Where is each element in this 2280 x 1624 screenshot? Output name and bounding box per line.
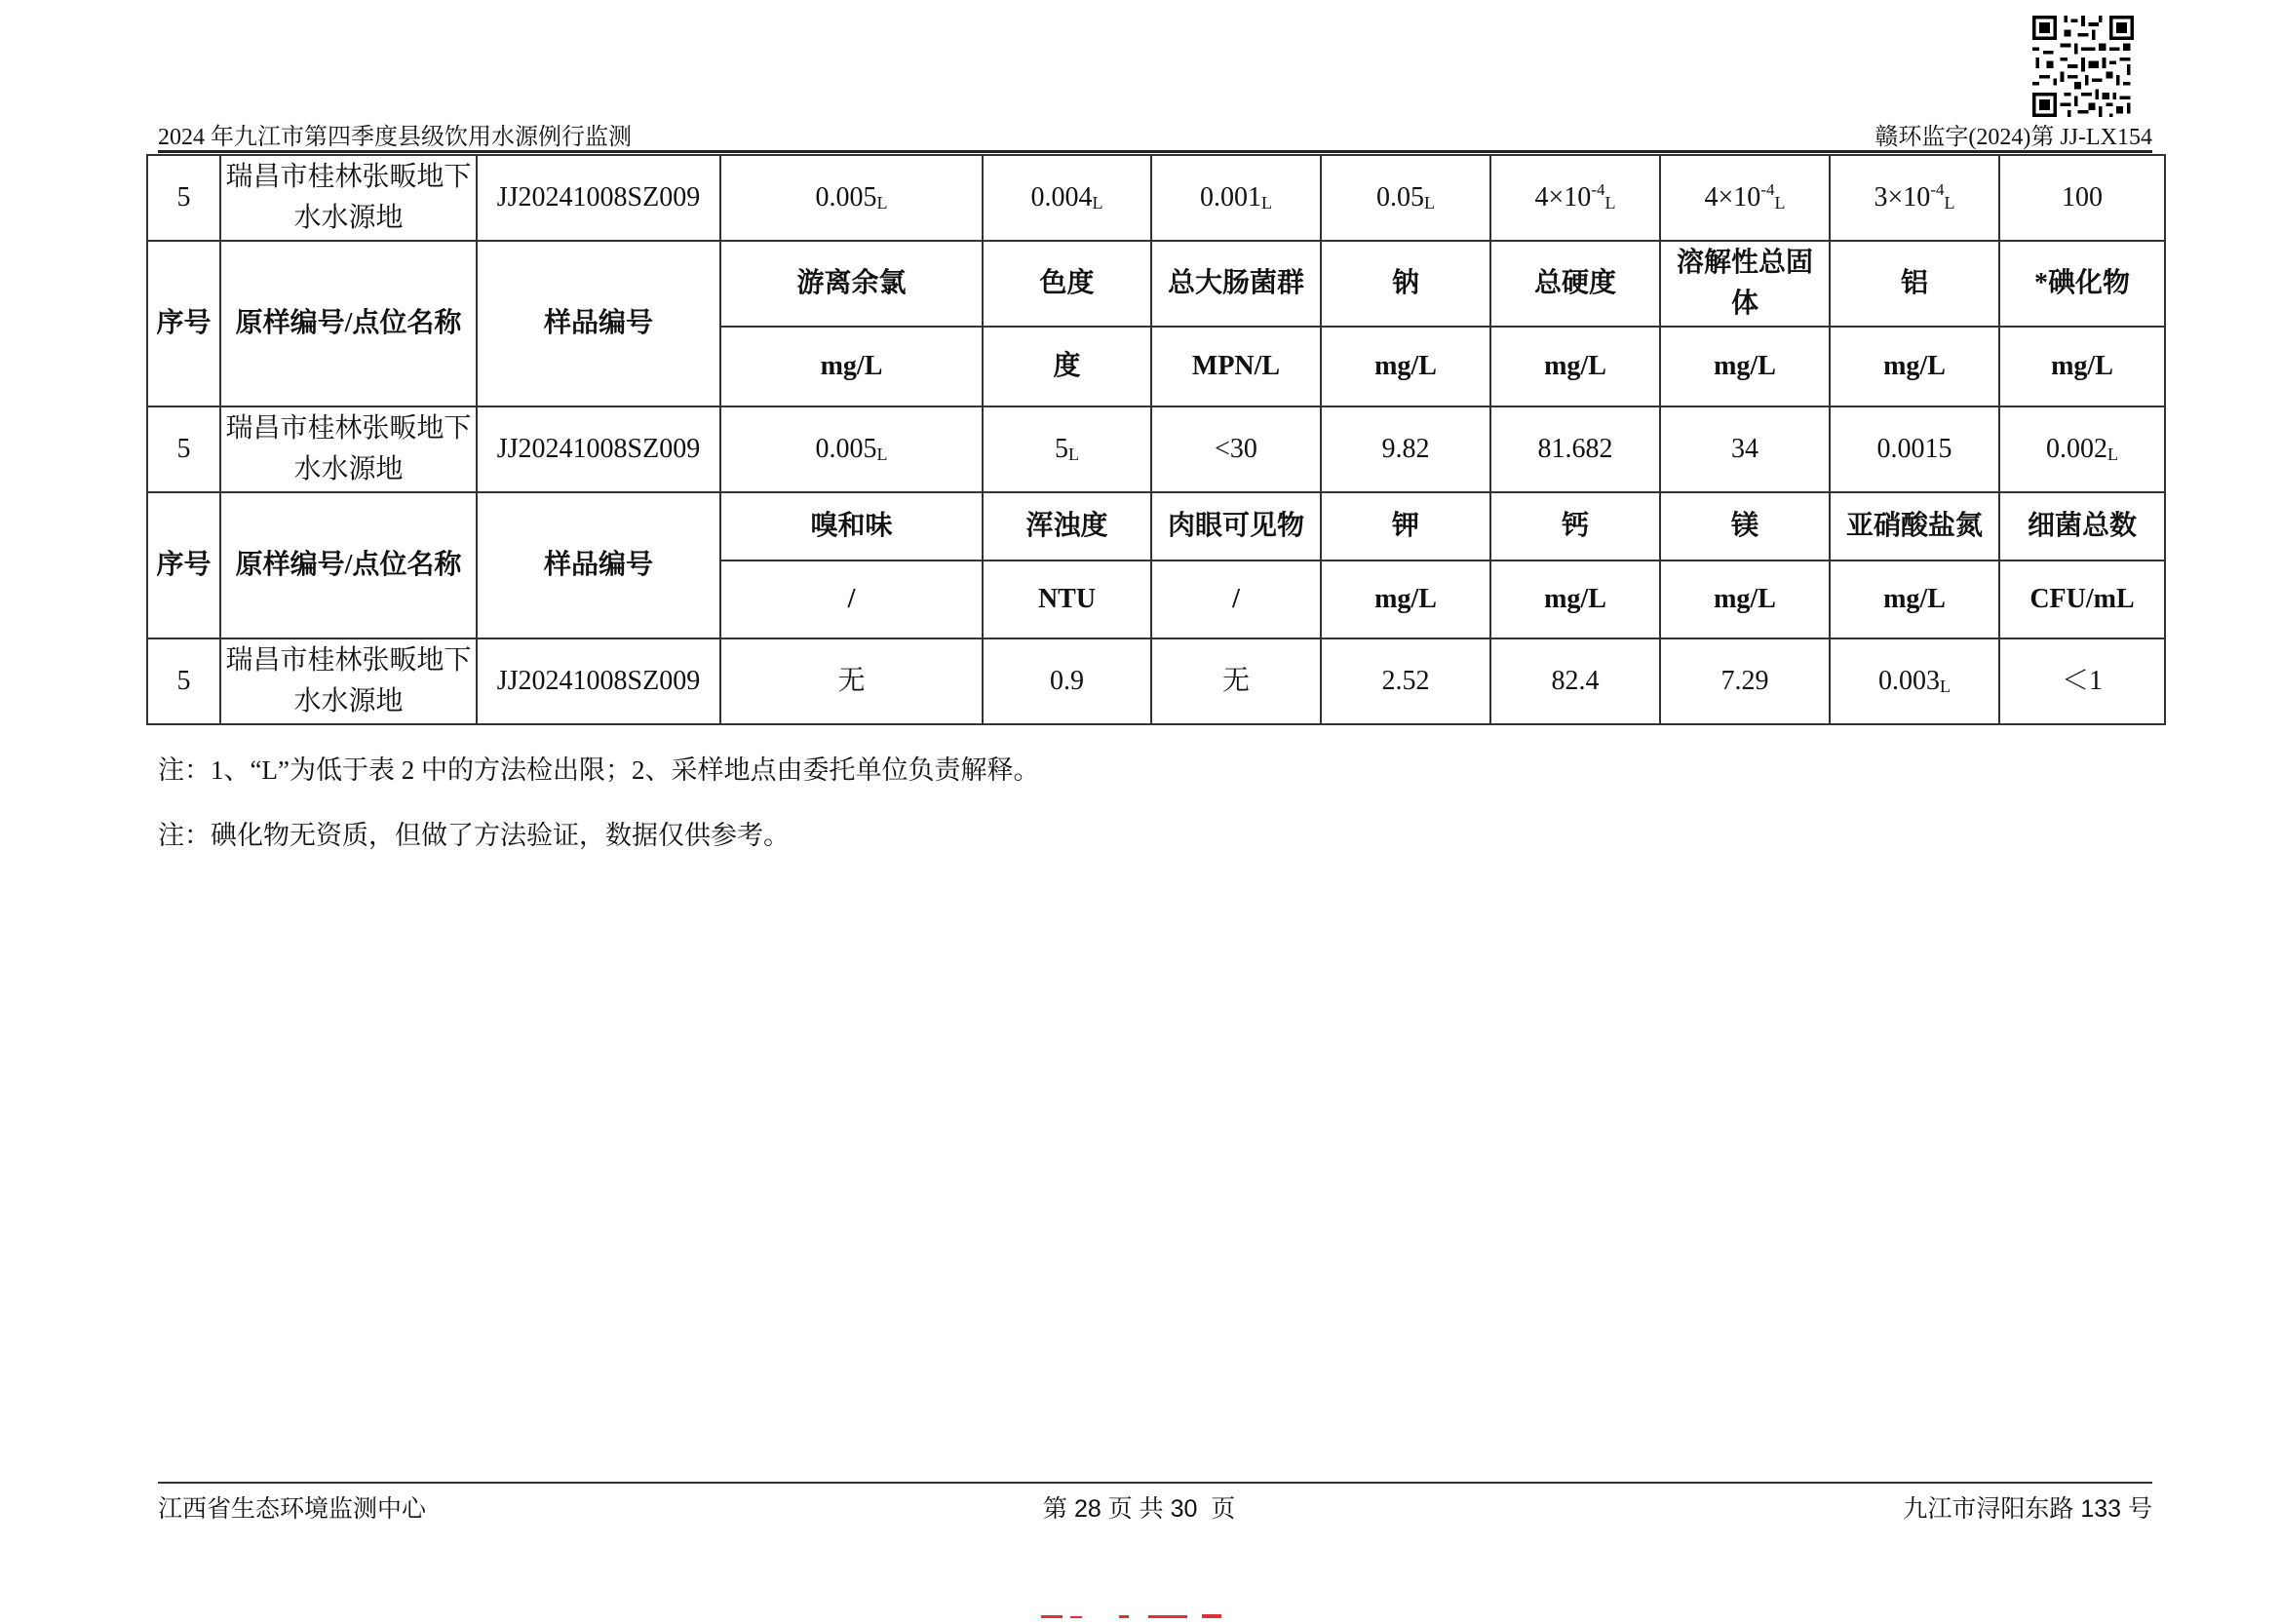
seq-cell: 5	[147, 155, 220, 241]
param-header: 钙	[1490, 492, 1660, 561]
sample-header: 样品编号	[477, 241, 720, 406]
value-cell: 81.682	[1490, 406, 1660, 492]
note-detection-limit: 注：1、“L”为低于表 2 中的方法检出限；2、采样地点由委托单位负责解释。	[158, 755, 1040, 785]
value-cell: $0.004_L$	[983, 155, 1151, 241]
value-cell: 0.9	[983, 638, 1151, 724]
param-header: 亚硝酸盐氮	[1830, 492, 1999, 561]
header-row	[147, 241, 2165, 327]
value-cell: $3\times 10^{-4}_L$	[1830, 155, 1999, 241]
qr-code	[2032, 16, 2134, 117]
unit-cell: mg/L	[1490, 561, 1660, 638]
param-header: 游离余氯	[720, 241, 983, 327]
site-header: 原样编号/点位名称	[220, 492, 477, 638]
report-number: 赣环监字(2024)第 JJ-LX154	[1874, 125, 2152, 150]
param-header: 色度	[983, 241, 1151, 327]
value-cell: ＜1	[1999, 638, 2165, 724]
value-cell: $0.05_L$	[1321, 155, 1490, 241]
note-iodide: 注：碘化物无资质，但做了方法验证，数据仅供参考。	[158, 821, 790, 850]
param-header: 总大肠菌群	[1151, 241, 1321, 327]
param-header: *碘化物	[1999, 241, 2165, 327]
unit-cell: mg/L	[1830, 327, 1999, 406]
value-cell: 100	[1999, 155, 2165, 241]
value-cell: 9.82	[1321, 406, 1490, 492]
unit-cell: MPN/L	[1151, 327, 1321, 406]
unit-cell: 度	[983, 327, 1151, 406]
footer-address: 九江市浔阳东路 133 号	[1903, 1495, 2152, 1523]
seq-cell: 5	[147, 406, 220, 492]
param-header: 总硬度	[1490, 241, 1660, 327]
value-cell: <30	[1151, 406, 1321, 492]
unit-cell: /	[720, 561, 983, 638]
red-stamp-edge	[1041, 1606, 1246, 1612]
sample-id-cell: JJ20241008SZ009	[477, 155, 720, 241]
unit-cell: NTU	[983, 561, 1151, 638]
param-header: 浑浊度	[983, 492, 1151, 561]
unit-cell: /	[1151, 561, 1321, 638]
table-row	[147, 155, 2165, 241]
value-cell: 34	[1660, 406, 1830, 492]
table-row	[147, 638, 2165, 724]
value-cell: $5_L$	[983, 406, 1151, 492]
site-cell: 瑞昌市桂林张畈地下水水源地	[220, 406, 477, 492]
monitoring-table	[146, 154, 2166, 725]
value-cell: 82.4	[1490, 638, 1660, 724]
unit-cell: mg/L	[1660, 561, 1830, 638]
sample-id-cell: JJ20241008SZ009	[477, 406, 720, 492]
value-cell: 7.29	[1660, 638, 1830, 724]
page-number: 第 28 页 共 30 页	[1043, 1495, 1236, 1523]
param-header: 肉眼可见物	[1151, 492, 1321, 561]
seq-header: 序号	[147, 241, 220, 406]
sample-id-cell: JJ20241008SZ009	[477, 638, 720, 724]
report-title: 2024 年九江市第四季度县级饮用水源例行监测	[158, 125, 632, 150]
value-cell: 2.52	[1321, 638, 1490, 724]
unit-cell: mg/L	[1660, 327, 1830, 406]
param-header: 嗅和味	[720, 492, 983, 561]
table-row	[147, 406, 2165, 492]
param-header: 溶解性总固体	[1660, 241, 1830, 327]
site-header: 原样编号/点位名称	[220, 241, 477, 406]
unit-cell: CFU/mL	[1999, 561, 2165, 638]
param-header: 铝	[1830, 241, 1999, 327]
value-cell: $0.005_L$	[720, 406, 983, 492]
site-cell: 瑞昌市桂林张畈地下水水源地	[220, 638, 477, 724]
param-header: 钾	[1321, 492, 1490, 561]
header-row	[147, 492, 2165, 561]
value-cell: $0.001_L$	[1151, 155, 1321, 241]
value-cell: $4\times 10^{-4}_L$	[1660, 155, 1830, 241]
footer-org: 江西省生态环境监测中心	[158, 1495, 427, 1523]
unit-cell: mg/L	[1999, 327, 2165, 406]
value-cell: $0.003_L$	[1830, 638, 1999, 724]
unit-cell: mg/L	[1830, 561, 1999, 638]
value-cell: $0.002_L$	[1999, 406, 2165, 492]
seq-cell: 5	[147, 638, 220, 724]
site-cell: 瑞昌市桂林张畈地下水水源地	[220, 155, 477, 241]
param-header: 镁	[1660, 492, 1830, 561]
value-cell: 无	[1151, 638, 1321, 724]
unit-cell: mg/L	[1490, 327, 1660, 406]
seq-header: 序号	[147, 492, 220, 638]
param-header: 钠	[1321, 241, 1490, 327]
unit-cell: mg/L	[720, 327, 983, 406]
page-footer	[158, 1482, 2152, 1523]
value-cell: 0.0015	[1830, 406, 1999, 492]
value-cell: $4\times 10^{-4}_L$	[1490, 155, 1660, 241]
value-cell: $0.005_L$	[720, 155, 983, 241]
page-header	[158, 117, 2152, 153]
param-header: 细菌总数	[1999, 492, 2165, 561]
value-cell: 无	[720, 638, 983, 724]
sample-header: 样品编号	[477, 492, 720, 638]
unit-cell: mg/L	[1321, 327, 1490, 406]
unit-cell: mg/L	[1321, 561, 1490, 638]
